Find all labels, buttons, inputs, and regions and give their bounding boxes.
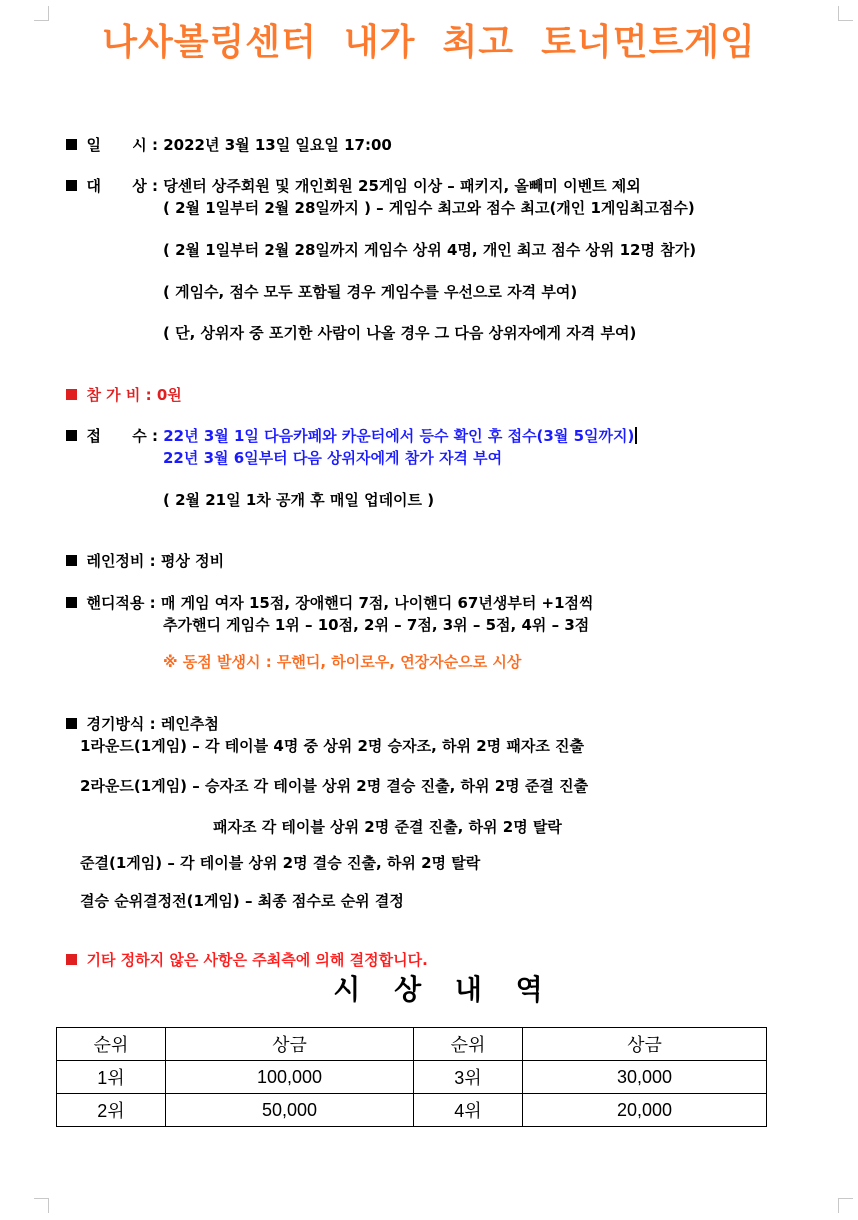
reception-label: 접 수: [86, 427, 147, 445]
prize-cell: 50,000: [166, 1094, 414, 1127]
handicap-note: 추가핸디 게임수 1위 – 10점, 2위 – 7점, 3위 – 5점, 4위 – 3점: [163, 616, 590, 634]
prize-cell: 30,000: [523, 1061, 767, 1094]
handicap-tie-rule: ※ 동점 발생시 : 무핸디, 하이로우, 연장자순으로 시상: [163, 653, 522, 671]
lane-value: 평상 정비: [160, 552, 225, 570]
format-value: 레인추첨: [160, 715, 219, 733]
bullet-square-icon: [66, 180, 77, 191]
table-row: [57, 1061, 767, 1094]
bullet-square-icon: [66, 718, 77, 729]
header-prize: 상금: [166, 1028, 414, 1061]
bullet-square-icon: [66, 139, 77, 150]
target-row: 대 상 : 당센터 상주회원 및 개인회원 25게임 이상 – 패키지, 올빼미 이벤트 제외: [56, 156, 641, 196]
page-corner-mark: [838, 1198, 853, 1213]
target-label: 대 상: [86, 177, 147, 195]
text-cursor: [635, 427, 637, 444]
format-label: 경기방식: [86, 715, 145, 733]
prize-cell: 100,000: [166, 1061, 414, 1094]
table-row: [57, 1094, 767, 1127]
reception-value: 22년 3월 1일 다음카페와 카운터에서 등수 확인 후 접수(3월 5일까지): [163, 427, 635, 445]
bullet-square-icon: [66, 597, 77, 608]
lane-label: 레인정비: [86, 552, 145, 570]
round-line: 준결(1게임) – 각 테이블 상위 2명 결승 진출, 하위 2명 탈락: [80, 854, 481, 872]
rank-cell: 1위: [57, 1061, 166, 1094]
other-note-text: 기타 정하지 않은 사항은 주최측에 의해 결정합니다.: [86, 951, 428, 969]
schedule-value: 2022년 3월 13일 일요일 17:00: [163, 136, 392, 154]
handicap-row: 핸디적용 : 매 게임 여자 15점, 장애핸디 7점, 나이핸디 67년생부터 +1점씩: [56, 573, 594, 613]
round-line: 1라운드(1게임) – 각 테이블 4명 중 상위 2명 승자조, 하위 2명 패자조 진출: [80, 737, 585, 755]
header-prize: 상금: [523, 1028, 767, 1061]
bullet-square-icon: [66, 954, 77, 965]
bullet-square-icon: [66, 430, 77, 441]
target-note: ( 2월 1일부터 2월 28일까지 게임수 상위 4명, 개인 최고 점수 상위 12명 참가): [163, 241, 697, 259]
prize-cell: 20,000: [523, 1094, 767, 1127]
target-value: 당센터 상주회원 및 개인회원 25게임 이상 – 패키지, 올빼미 이벤트 제외: [163, 177, 641, 195]
prize-table: [56, 1027, 767, 1127]
round-line: 결승 순위결정전(1게임) – 최종 점수로 순위 결정: [80, 892, 404, 910]
rank-cell: 3위: [414, 1061, 523, 1094]
fee-label: 참 가 비: [86, 386, 141, 404]
target-note: ( 2월 1일부터 2월 28일까지 ) – 게임수 최고와 점수 최고(개인 1게임최고점수): [163, 199, 695, 217]
fee-row: 참 가 비 : 0원: [56, 365, 182, 405]
bullet-square-icon: [66, 389, 77, 400]
document-title: 나사볼링센터 내가 최고 토너먼트게임: [102, 22, 756, 63]
fee-value: 0원: [156, 386, 182, 404]
reception-note: ( 2월 21일 1차 공개 후 매일 업데이트 ): [163, 491, 435, 509]
prize-section-title: 시 상 내 역: [333, 973, 555, 1006]
header-rank: 순위: [57, 1028, 166, 1061]
handicap-value: 매 게임 여자 15점, 장애핸디 7점, 나이핸디 67년생부터 +1점씩: [160, 594, 594, 612]
reception-note: 22년 3월 6일부터 다음 상위자에게 참가 자격 부여: [163, 449, 503, 467]
format-row: 경기방식 : 레인추첨: [56, 694, 219, 734]
schedule-row: 일 시 : 2022년 3월 13일 일요일 17:00: [56, 115, 392, 155]
target-note: ( 단, 상위자 중 포기한 사람이 나올 경우 그 다음 상위자에게 자격 부여): [163, 324, 637, 342]
target-note: ( 게임수, 점수 모두 포함될 경우 게임수를 우선으로 자격 부여): [163, 283, 578, 301]
rank-cell: 2위: [57, 1094, 166, 1127]
other-note: [56, 930, 428, 970]
header-rank: 순위: [414, 1028, 523, 1061]
reception-row: 접 수 : 22년 3월 1일 다음카페와 카운터에서 등수 확인 후 접수(3월 5일까지): [56, 406, 637, 446]
lane-row: 레인정비 : 평상 정비: [56, 531, 224, 571]
round-line: 패자조 각 테이블 상위 2명 준결 진출, 하위 2명 탈락: [213, 818, 562, 836]
bullet-square-icon: [66, 555, 77, 566]
round-line: 2라운드(1게임) – 승자조 각 테이블 상위 2명 결승 진출, 하위 2명 준결 진출: [80, 777, 589, 795]
schedule-label: 일 시: [86, 136, 147, 154]
table-header-row: [57, 1028, 767, 1061]
page-corner-mark: [34, 1198, 49, 1213]
rank-cell: 4위: [414, 1094, 523, 1127]
handicap-label: 핸디적용: [86, 594, 145, 612]
